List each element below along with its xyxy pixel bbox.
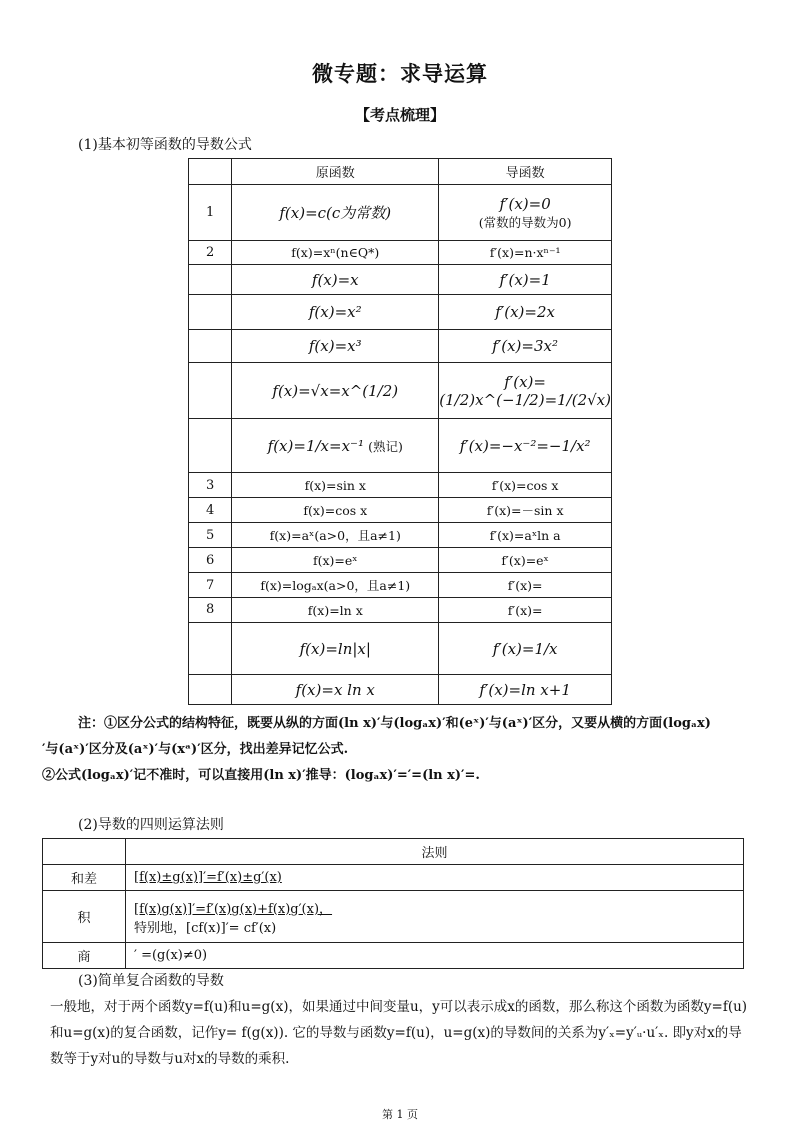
section3-heading: (3)简单复合函数的导数 [78, 973, 224, 989]
row-original-formula: f(x)=1/x=x⁻¹ [267, 436, 364, 455]
row-derivative: f′(x)=−x⁻²=−1/x² [439, 419, 612, 473]
rule-label: 商 [43, 943, 126, 969]
row-num: 4 [189, 498, 232, 523]
row-derivative: f′(x)=－sin x [439, 498, 612, 523]
rule-label: 和差 [43, 865, 126, 891]
table-row [189, 295, 612, 330]
header-original: 原函数 [232, 159, 439, 185]
row-derivative [439, 185, 612, 241]
row-num: 2 [189, 241, 232, 265]
row-derivative: f′(x)=ln x+1 [439, 675, 612, 705]
row-num: 1 [189, 185, 232, 241]
row-num [189, 363, 232, 419]
row-derivative: f′(x)=aˣln a [439, 523, 612, 548]
row-num: 8 [189, 598, 232, 623]
row-num: 3 [189, 473, 232, 498]
rule-text: [f(x)g(x)]′=f′(x)g(x)+f(x)g′(x)， [134, 901, 333, 917]
row-num: 6 [189, 548, 232, 573]
page-footer: 第 1 页 [382, 1108, 418, 1121]
row-original: f(x)=ln|x| [232, 623, 439, 675]
row-original: f(x)=ln x [232, 598, 439, 623]
table-row [189, 241, 612, 265]
row-original: f(x)=x² [232, 295, 439, 330]
table-row [189, 675, 612, 705]
row-original: f(x)=√x=x^(1/2) [232, 363, 439, 419]
table-row [189, 523, 612, 548]
row-original-note: (熟记) [368, 438, 403, 454]
row-num [189, 675, 232, 705]
row-derivative: f′(x)=1 [439, 265, 612, 295]
note-line-2: ′与(aˣ)′区分及(aˣ)′与(xᵃ)′区分，找出差异记忆公式. [42, 742, 349, 757]
rule-label: 积 [43, 891, 126, 943]
row-derivative: f′(x)=2x [439, 295, 612, 330]
table-row [189, 623, 612, 675]
row-derivative-main: f′(x)=0 [499, 194, 551, 213]
row-original: f(x)=cos x [232, 498, 439, 523]
row-original: f(x)=logₐx(a>0，且a≠1) [232, 573, 439, 598]
table-row [43, 943, 744, 969]
row-num: 7 [189, 573, 232, 598]
table-row [189, 498, 612, 523]
row-original: f(x)=x [232, 265, 439, 295]
row-num: 5 [189, 523, 232, 548]
row-num [189, 265, 232, 295]
rule-cell [126, 865, 744, 891]
row-num [189, 623, 232, 675]
row-original: f(x)=x ln x [232, 675, 439, 705]
table-row [189, 473, 612, 498]
table-row [189, 330, 612, 363]
row-original: f(x)=c(c为常数) [232, 185, 439, 241]
rule-text-special: 特别地，[cf(x)]′= cf′(x) [134, 920, 277, 936]
row-derivative: f′(x)= [439, 573, 612, 598]
section-subtitle: 【考点梳理】 [354, 106, 445, 124]
row-num [189, 330, 232, 363]
row-original: f(x)=aˣ(a>0，且a≠1) [232, 523, 439, 548]
table-row [189, 573, 612, 598]
table-row [189, 363, 612, 419]
derivative-formula-table [188, 158, 612, 705]
note-line-3: ②公式(logₐx)′记不准时，可以直接用(ln x)′推导：(logₐx)′=′=(ln x)′=. [42, 768, 480, 783]
header-derivative: 导函数 [439, 159, 612, 185]
section2-heading: (2)导数的四则运算法则 [78, 817, 224, 833]
row-derivative: f′(x)=eˣ [439, 548, 612, 573]
row-original [232, 419, 439, 473]
section1-heading: (1)基本初等函数的导数公式 [78, 137, 252, 153]
row-derivative: f′(x)=1/x [439, 623, 612, 675]
arithmetic-rules-table [42, 838, 744, 969]
table-row [189, 185, 612, 241]
rule-text: ′ =(g(x)≠0) [126, 943, 744, 969]
header-label [43, 839, 126, 865]
header-num [189, 159, 232, 185]
row-derivative: f′(x)=n·xⁿ⁻¹ [439, 241, 612, 265]
table-row [43, 865, 744, 891]
row-num [189, 419, 232, 473]
table-row [189, 598, 612, 623]
table-row [189, 265, 612, 295]
composite-paragraph: 一般地，对于两个函数y=f(u)和u=g(x)，如果通过中间变量u，y可以表示成x的函数，那么称这个函数为函数y=f(u)和u=g(x)的复合函数，记作y= f(g(x)). 它的导数与函数y=f(u)，u=g(x)的导数间的关系为y′ₓ=y′ᵤ·u′ₓ. 即y对x的导数等于y对u的导数与u对x的导数的乘积. [50, 999, 748, 1067]
row-derivative: f′(x)=cos x [439, 473, 612, 498]
table-row [189, 419, 612, 473]
table-header-row [43, 839, 744, 865]
row-derivative-note: (常数的导数为0) [478, 214, 572, 230]
row-derivative: f′(x)=(1/2)x^(−1/2)=1/(2√x) [439, 363, 612, 419]
table-row [189, 548, 612, 573]
row-derivative: f′(x)=3x² [439, 330, 612, 363]
table-row [43, 891, 744, 943]
row-original: f(x)=eˣ [232, 548, 439, 573]
row-original: f(x)=x³ [232, 330, 439, 363]
header-rule: 法则 [126, 839, 744, 865]
row-original: f(x)=xⁿ(n∈Q*) [232, 241, 439, 265]
note-line-1: 注：①区分公式的结构特征，既要从纵的方面(ln x)′与(logₐx)′和(eˣ)′与(aˣ)′区分，又要从横的方面(logₐx) [78, 716, 711, 731]
page-title: 微专题：求导运算 [312, 61, 488, 86]
rule-text: [f(x)±g(x)]′=f′(x)±g′(x) [134, 870, 282, 885]
row-original: f(x)=sin x [232, 473, 439, 498]
row-num [189, 295, 232, 330]
row-derivative: f′(x)= [439, 598, 612, 623]
rule-cell [126, 891, 744, 943]
table-header-row [189, 159, 612, 185]
